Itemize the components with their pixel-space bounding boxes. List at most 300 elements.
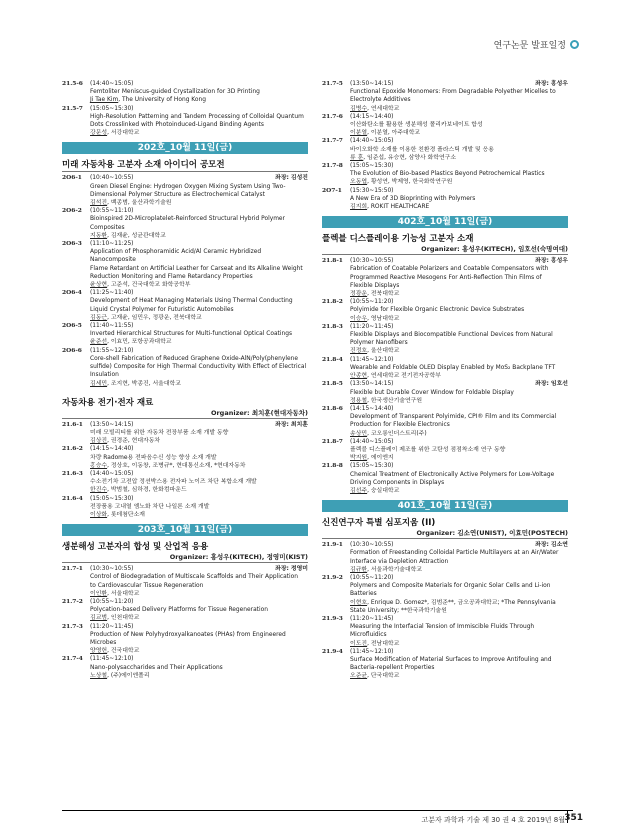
talk-title-line: Production of New Polyhydroxyalkanoates (PHAs) from Engineered — [90, 631, 286, 638]
talk-body — [350, 438, 568, 463]
presenting-author: 오동엽 — [350, 179, 368, 186]
talk-title-line: Formation of Freestanding Colloidal Particle Multilayers at an Air/Water — [350, 550, 559, 557]
co-authors: , 인천대학교 — [107, 615, 140, 622]
left-column — [62, 80, 308, 680]
talk-code: 21.7-2 — [62, 597, 83, 605]
talk-time: (15:30~15:50) — [350, 187, 394, 194]
talk-body — [350, 257, 568, 298]
talk-body — [350, 541, 568, 574]
talk-authors — [350, 487, 568, 495]
talk-entry — [322, 323, 568, 356]
co-authors: , 에이엔지 — [367, 455, 394, 462]
talk-body — [90, 598, 308, 623]
talk-entry — [62, 80, 308, 105]
talk-time-line — [90, 289, 308, 297]
talk-code: 21.7-6 — [322, 112, 343, 120]
talk-authors — [350, 178, 568, 186]
co-authors: , 이분열, 아주대학교 — [367, 130, 421, 137]
talk-time: (10:30~10:55) — [350, 542, 394, 549]
talk-time-line — [90, 598, 308, 606]
talk-time: (14:15~14:40) — [350, 405, 394, 412]
talk-title-line: Green Diesel Engine: Hydrogen Oxygen Mixing System Using Two- — [90, 183, 286, 190]
session-title: 자동차용 전기·전자 재료 — [62, 397, 154, 408]
talk-code: 21.6-1 — [62, 420, 83, 428]
session-rule — [62, 418, 308, 419]
presenting-author: 김규환 — [350, 566, 368, 573]
talk-title-line: Microbes — [90, 639, 117, 646]
session-rule — [322, 254, 568, 255]
talk-code: 21.7-3 — [62, 622, 83, 630]
presenting-author: 김지희 — [350, 204, 368, 211]
talk-time: (14:40~15:05) — [90, 470, 134, 477]
talk-time-line — [350, 648, 568, 656]
talk-authors — [350, 640, 568, 648]
page-footer — [0, 806, 625, 830]
presenting-author: 류 훈 — [350, 154, 364, 161]
talk-time: (11:45~12:10) — [350, 648, 394, 655]
co-authors: , 이효민, 포항공과대학교 — [107, 339, 172, 346]
talk-authors — [90, 199, 308, 207]
talk-title-line: 전장품용 고내열 엠노화 차단 나일론 소재 개발 — [90, 503, 210, 510]
session-room-banner: 401호_10월 11일(금) — [322, 500, 568, 512]
talk-authors — [350, 430, 568, 438]
talk-title-line: Flexible but Durable Cover Window for Foldable Display — [350, 389, 514, 396]
presenting-author: 지동환 — [90, 232, 108, 239]
talk-title-line: Bioinspired 2D-Microplatelet-Reinforced Structural Hybrid Polymer Composites — [90, 216, 285, 231]
talk-authors — [90, 437, 308, 445]
talk-entry — [62, 289, 308, 322]
talk-entry — [62, 421, 308, 446]
talk-body — [350, 137, 568, 162]
talk-code: 21.8-1 — [322, 257, 343, 265]
session-chair: 좌장: 홍성우 — [535, 258, 568, 265]
circle-icon — [570, 40, 579, 49]
talk-body — [350, 462, 568, 495]
talk-title-line: Dots Crosslinked with Photoinduced-Ligand Binding Agents — [90, 122, 264, 129]
talk-code: 2O6-4 — [62, 289, 82, 297]
co-authors: , 롯데첨단소재 — [107, 511, 145, 518]
talk-title-line: to Cardiovascular Tissue Regeneration — [90, 582, 204, 589]
talk-title-line: Reduction Monitoring and Flame Retardancy Properties — [90, 273, 253, 280]
talk-code: 21.7-1 — [62, 565, 83, 573]
talk-time-line — [350, 298, 568, 306]
talk-time-line — [350, 438, 568, 446]
talk-body — [90, 623, 308, 656]
talk-code: 21.9-4 — [322, 647, 343, 655]
talk-time: (11:20~11:45) — [350, 323, 394, 330]
talk-time-line — [350, 137, 568, 145]
talk-code: 21.5-7 — [62, 104, 83, 112]
co-authors: , 박범철, 심하경, 한화컴파운드 — [107, 487, 187, 494]
page-header — [494, 38, 579, 51]
presenting-author: 김동근 — [90, 314, 108, 321]
talk-title-line: The Evolution of Bio-based Plastics Beyond Petrochemical Plastics — [350, 171, 545, 178]
co-authors: , (주)에이엔폴리 — [107, 672, 150, 679]
talk-entry — [62, 347, 308, 388]
talk-body — [350, 356, 568, 381]
talk-entry — [322, 648, 568, 681]
co-authors: , 숭실대학교 — [367, 487, 400, 494]
talk-entry — [62, 240, 308, 289]
talk-title-line: Dimensional Polymer Structure as Electrochemical Catalyst — [90, 191, 265, 198]
talk-title-line: Core-shell Fabrication of Reduced Graphene Oxide-AlN/Poly(phenylene — [90, 355, 298, 362]
talk-time: (11:55~12:10) — [90, 347, 134, 354]
talk-body — [350, 380, 568, 405]
presenting-author: 이승우 — [350, 315, 368, 322]
co-authors: , 서울대학교 — [107, 590, 140, 597]
co-authors: , 건국대학교 — [107, 648, 140, 655]
talk-time: (11:45~12:10) — [90, 656, 134, 663]
co-authors: , 조지현, 박종진, 서울대학교 — [107, 380, 181, 387]
session-title: 플렉블 디스플레이용 기능성 고분자 소재 — [322, 234, 474, 245]
talk-authors — [90, 232, 308, 240]
talk-authors — [350, 129, 568, 137]
presenting-author: 이도진 — [350, 640, 368, 647]
talk-authors — [90, 380, 308, 388]
co-authors: , 코오롱인더스트리(주) — [367, 430, 427, 437]
talk-time-line — [90, 174, 308, 182]
talk-authors — [350, 599, 568, 615]
presenting-author: 안종현 — [350, 373, 368, 380]
co-authors: , 고준석, 건국대학교 화학공학부 — [107, 282, 191, 289]
talk-entry — [322, 298, 568, 323]
talk-authors — [350, 397, 568, 405]
presenting-author: 김교범 — [90, 615, 108, 622]
talk-time-line — [90, 421, 308, 429]
talk-body — [90, 347, 308, 388]
talk-title-line: Femtoliter Meniscus-guided Crystallization for 3D Printing — [90, 89, 260, 96]
talk-time-line — [350, 113, 568, 121]
talk-authors — [90, 314, 308, 322]
talk-authors — [350, 566, 568, 574]
co-authors: , 정상호, 이동창, 조병규*, 현대통신소재, *현대자동차 — [107, 462, 246, 469]
talk-time: (10:30~10:55) — [350, 258, 394, 265]
talk-time-line — [90, 655, 308, 663]
talk-time-line — [350, 162, 568, 170]
footer-rule — [62, 810, 573, 811]
talk-authors — [350, 203, 568, 211]
co-authors: , 단국대학교 — [367, 673, 400, 680]
talk-code: 21.5-6 — [62, 80, 83, 87]
talk-entry — [322, 438, 568, 463]
talk-time: (11:25~11:40) — [90, 290, 134, 297]
talk-time: (13:50~14:15) — [350, 81, 394, 87]
talk-title-line: Inverted Hierarchical Structures for Multi-functional Optical Coatings — [90, 331, 293, 338]
session-chair: 좌장: 김성진 — [275, 175, 308, 182]
talk-authors — [350, 672, 568, 680]
session-room-banner: 402호_10월 11일(금) — [322, 216, 568, 228]
talk-time-line — [350, 380, 568, 388]
talk-title-line: Wearable and Foldable OLED Display Enabled by MoS₂ Backplane TFT — [350, 364, 556, 371]
talk-entry — [62, 655, 308, 680]
talk-time-line — [90, 565, 308, 573]
talk-entry — [322, 615, 568, 648]
talk-code: 2O6-2 — [62, 207, 82, 215]
talk-title-line: Polymer Nanofibers — [350, 340, 408, 347]
talk-entry — [322, 462, 568, 495]
talk-entry — [62, 623, 308, 656]
talk-time-line — [90, 80, 308, 88]
session-chair: 좌장: 정영미 — [275, 566, 308, 573]
talk-title-line: Chemical Treatment of Electronically Active Polymers for Low-Voltage — [350, 471, 555, 478]
talk-entry — [62, 105, 308, 138]
talk-code: 21.7-5 — [322, 80, 343, 87]
session-rule — [62, 562, 308, 563]
talk-body — [350, 574, 568, 615]
talk-body — [90, 289, 308, 322]
talk-title-line: sulfide) Composite for High Thermal Conductivity With Effect of Electrical Insulation — [90, 364, 307, 379]
talk-entry — [322, 113, 568, 138]
talk-time: (11:45~12:10) — [350, 356, 394, 363]
talk-body — [350, 615, 568, 648]
talk-authors — [350, 154, 568, 162]
talk-title-line: Polymers and Composite Materials for Organic Solar Cells and Li-ion Batteries — [350, 583, 551, 598]
talk-time-line — [90, 623, 308, 631]
talk-entry — [322, 541, 568, 574]
talk-code: 21.7-4 — [62, 655, 83, 663]
presenting-author: 한진수 — [90, 487, 108, 494]
talk-title-line: Development of Transparent Polyimide, CPI® Film and Its Commercial — [350, 414, 557, 421]
presenting-author: 이현호 — [350, 599, 368, 606]
talk-body — [350, 648, 568, 681]
talk-authors — [90, 590, 308, 598]
co-authors: , 백종범, 울산과학기술원 — [107, 200, 172, 207]
presenting-author: 김병수 — [350, 105, 368, 112]
session-chair: 좌장: 최치훈 — [275, 421, 308, 428]
talk-time: (10:55~11:20) — [90, 598, 134, 605]
talk-time-line — [90, 322, 308, 330]
talk-time-line — [350, 323, 568, 331]
talk-body — [350, 80, 568, 113]
presenting-author: 정광운 — [350, 291, 368, 298]
talk-code: 21.8-4 — [322, 355, 343, 363]
talk-time-line — [90, 347, 308, 355]
talk-body — [350, 187, 568, 212]
header-label: 연구논문 발표일정 — [493, 41, 566, 51]
talk-entry — [62, 174, 308, 207]
talk-authors — [350, 105, 568, 113]
session-room-banner: 202호_10월 11일(금) — [62, 142, 308, 154]
talk-entry — [322, 162, 568, 187]
talk-time: (10:55~11:20) — [350, 299, 394, 306]
talk-time: (15:05~15:30) — [350, 163, 394, 170]
talk-title-line: Interface via Depletion Attraction — [350, 558, 449, 565]
talk-authors — [350, 315, 568, 323]
talk-code: 2O7-1 — [322, 186, 342, 194]
talk-time-line — [350, 187, 568, 195]
talk-title-line: 바이오화학 소재를 이용한 친환경 플라스틱 개발 및 응용 — [350, 146, 494, 153]
talk-body — [350, 405, 568, 438]
talk-time-line — [350, 615, 568, 623]
talk-time: (14:40~15:05) — [350, 438, 394, 445]
talk-time-line — [350, 405, 568, 413]
talk-time-line — [350, 80, 568, 88]
talk-authors — [350, 290, 568, 298]
talk-authors — [90, 672, 308, 680]
co-authors: , 황성연, 박제영, 한국화학연구원 — [367, 179, 453, 186]
talk-title-line: Polyimide for Flexible Organic Electronic Device Substrates — [350, 307, 525, 314]
talk-entry — [62, 322, 308, 347]
talk-code: 21.8-2 — [322, 298, 343, 306]
talk-authors — [90, 614, 308, 622]
presenting-author: 김세민 — [90, 380, 108, 387]
talk-authors — [90, 96, 308, 104]
talk-entry — [62, 495, 308, 520]
talk-entry — [322, 574, 568, 615]
session-organizer: Organizer: 홍성우(KITECH), 정영미(KIST) — [169, 553, 308, 562]
presenting-author: 강문성 — [90, 130, 108, 137]
session-title: 생분해성 고분자의 합성 및 산업적 응용 — [62, 542, 209, 553]
talk-title-line: 차량 Radome용 전파음수신 성능 향상 소재 개발 — [90, 454, 217, 461]
session-rule — [322, 538, 568, 539]
talk-entry — [62, 565, 308, 598]
talk-entry — [322, 80, 568, 113]
talk-time: (10:40~10:55) — [90, 175, 134, 182]
talk-time-line — [350, 257, 568, 265]
talk-title-line: Control of Biodegradation of Multiscale Scaffolds and Their Application — [90, 574, 298, 581]
talk-authors — [90, 511, 308, 519]
talk-code: 2O6-3 — [62, 240, 82, 248]
co-authors: , 서울과학기술대학교 — [367, 566, 423, 573]
talk-time: (11:10~11:25) — [90, 241, 134, 248]
talk-entry — [322, 137, 568, 162]
talk-title-line: High-Resolution Patterning and Tandem Processing of Colloidal Quantum — [90, 113, 304, 120]
talk-title-line: A New Era of 3D Bioprinting with Polymers — [350, 195, 476, 202]
talk-code: 2O6-6 — [62, 346, 82, 354]
talk-body — [90, 105, 308, 138]
talk-body — [90, 322, 308, 347]
talk-time-line — [350, 356, 568, 364]
talk-title-line: 플렉블 디스플레이 제조를 위한 고탄성 점점착소재 연구 동향 — [350, 446, 506, 453]
presenting-author: 김상진 — [90, 438, 108, 445]
talk-code: 21.8-5 — [322, 380, 343, 388]
talk-body — [90, 445, 308, 470]
talk-authors — [90, 486, 308, 494]
talk-time-line — [90, 240, 308, 248]
co-authors: , 영남대학교 — [367, 315, 400, 322]
talk-time: (11:20~11:45) — [350, 615, 394, 622]
talk-body — [90, 174, 308, 207]
session-title: 미래 자동차용 고분자 소재 아이디어 공모전 — [62, 160, 225, 171]
talk-body — [350, 298, 568, 323]
presenting-author: 오준균 — [350, 673, 368, 680]
talk-entry — [322, 380, 568, 405]
talk-time: (14:40~15:05) — [350, 138, 394, 145]
presenting-author: 정용철 — [350, 397, 368, 404]
talk-time-line — [350, 462, 568, 470]
talk-entry — [62, 598, 308, 623]
co-authors: , The University of Hong Kong — [118, 97, 206, 104]
talk-authors — [90, 129, 308, 137]
talk-authors — [350, 372, 568, 380]
talk-title-line: Nano-polysaccharides and Their Applications — [90, 664, 223, 671]
talk-title-line: Bacteria-repellent Properties — [350, 665, 435, 672]
talk-entry — [322, 356, 568, 381]
talk-time: (14:40~15:05) — [90, 81, 134, 87]
presenting-author: 김석진 — [90, 200, 108, 207]
session-title: 신진연구자 특별 심포지움 (II) — [322, 518, 436, 529]
talk-authors — [90, 281, 308, 289]
presenting-author: 진정호 — [350, 348, 368, 355]
talk-code: 21.8-7 — [322, 437, 343, 445]
talk-title-line: Flame Retardant on Artificial Leather for Carseat and Its Alkaline Weight — [90, 265, 303, 272]
talk-body — [350, 162, 568, 187]
talk-title-line: Development of Heat Managing Materials Using Thermal Conducting — [90, 298, 293, 305]
presenting-author: 이분열 — [350, 130, 368, 137]
talk-code: 21.8-3 — [322, 322, 343, 330]
talk-time-line — [350, 574, 568, 582]
presenting-author: 김선주 — [350, 487, 368, 494]
talk-time: (10:55~11:10) — [90, 208, 134, 215]
talk-authors — [350, 454, 568, 462]
co-authors: , 연세대학교 전기전자공학부 — [367, 373, 441, 380]
session-organizer: Organizer: 최치훈(현대자동차) — [210, 408, 308, 417]
talk-body — [90, 207, 308, 240]
talk-code: 21.6-2 — [62, 445, 83, 453]
presenting-author: Ji Tae Kim — [90, 97, 119, 104]
presenting-author: 노상철 — [90, 672, 108, 679]
talk-entry — [62, 445, 308, 470]
talk-time: (15:05~15:30) — [90, 105, 134, 112]
co-authors: , 연세대학교 — [367, 105, 400, 112]
talk-title-line: Fabrication of Coatable Polarizers and Coatable Compensators with — [350, 266, 549, 273]
talk-time: (15:05~15:30) — [350, 463, 394, 470]
talk-authors — [90, 647, 308, 655]
talk-code: 21.8-8 — [322, 462, 343, 470]
co-authors: , 고재윤, 임민우, 정광운, 전북대학교 — [107, 314, 202, 321]
talk-authors — [90, 338, 308, 346]
talk-title-line: Driving Components in Displays — [350, 479, 445, 486]
co-authors: , Enrique D. Gomez*, 김범준**, 금오공과대학교; *The Pennsylvania State University; **한국과학기술원 — [350, 599, 556, 614]
talk-body — [90, 565, 308, 598]
talk-title-line: Flexible Displays and Biocompatible Functional Devices from Natural — [350, 332, 553, 339]
co-authors: , 전북대학교 — [367, 291, 400, 298]
co-authors: , 한국생산기술연구원 — [367, 397, 423, 404]
talk-time: (14:15~14:40) — [90, 446, 134, 453]
talk-time: (11:40~11:55) — [90, 323, 134, 330]
presenting-author: 홍승수 — [90, 462, 108, 469]
talk-code: 21.8-6 — [322, 404, 343, 412]
presenting-author: 이인환 — [90, 590, 108, 597]
talk-code: 21.6-3 — [62, 469, 83, 477]
talk-title-line: Application of Phosphoramidic Acid/Al Ceramic Hybridized Nanocomposite — [90, 249, 262, 264]
presenting-author: 이상화 — [90, 511, 108, 518]
talk-time: (14:15~14:40) — [350, 113, 394, 120]
talk-authors — [350, 347, 568, 355]
session-organizer: Organizer: 김소연(UNIST), 이효민(POSTECH) — [416, 529, 568, 538]
talk-code: 21.7-8 — [322, 162, 343, 170]
talk-code: 21.9-2 — [322, 573, 343, 581]
talk-time-line — [90, 105, 308, 113]
talk-code: 2O6-1 — [62, 174, 82, 182]
talk-title-line: Measuring the Interfacial Tension of Immiscible Fluids Through Microfluidics — [350, 624, 535, 639]
talk-body — [350, 113, 568, 138]
talk-code: 2O6-5 — [62, 322, 82, 330]
presenting-author: 양영헌 — [90, 648, 108, 655]
talk-title-line: Programmed Reactive Mesogens For Anti-Reflection Thin Films of — [350, 274, 542, 281]
talk-body — [90, 470, 308, 495]
talk-time: (13:50~14:15) — [350, 381, 394, 388]
talk-body — [90, 495, 308, 520]
talk-title-line: Polycation-based Delivery Platforms for Tissue Regeneration — [90, 607, 268, 614]
talk-title-line: Surface Modification of Material Surfaces to Improve Antifouling and — [350, 656, 552, 663]
talk-code: 21.6-4 — [62, 494, 83, 502]
session-room-banner: 203호_10월 11일(금) — [62, 524, 308, 536]
talk-time-line — [90, 207, 308, 215]
talk-body — [90, 240, 308, 289]
talk-title-line: 수소전기차 고전압 정션박스용 전자파 노이즈 차단 복합소재 개발 — [90, 479, 257, 486]
co-authors: , 전남대학교 — [367, 640, 400, 647]
